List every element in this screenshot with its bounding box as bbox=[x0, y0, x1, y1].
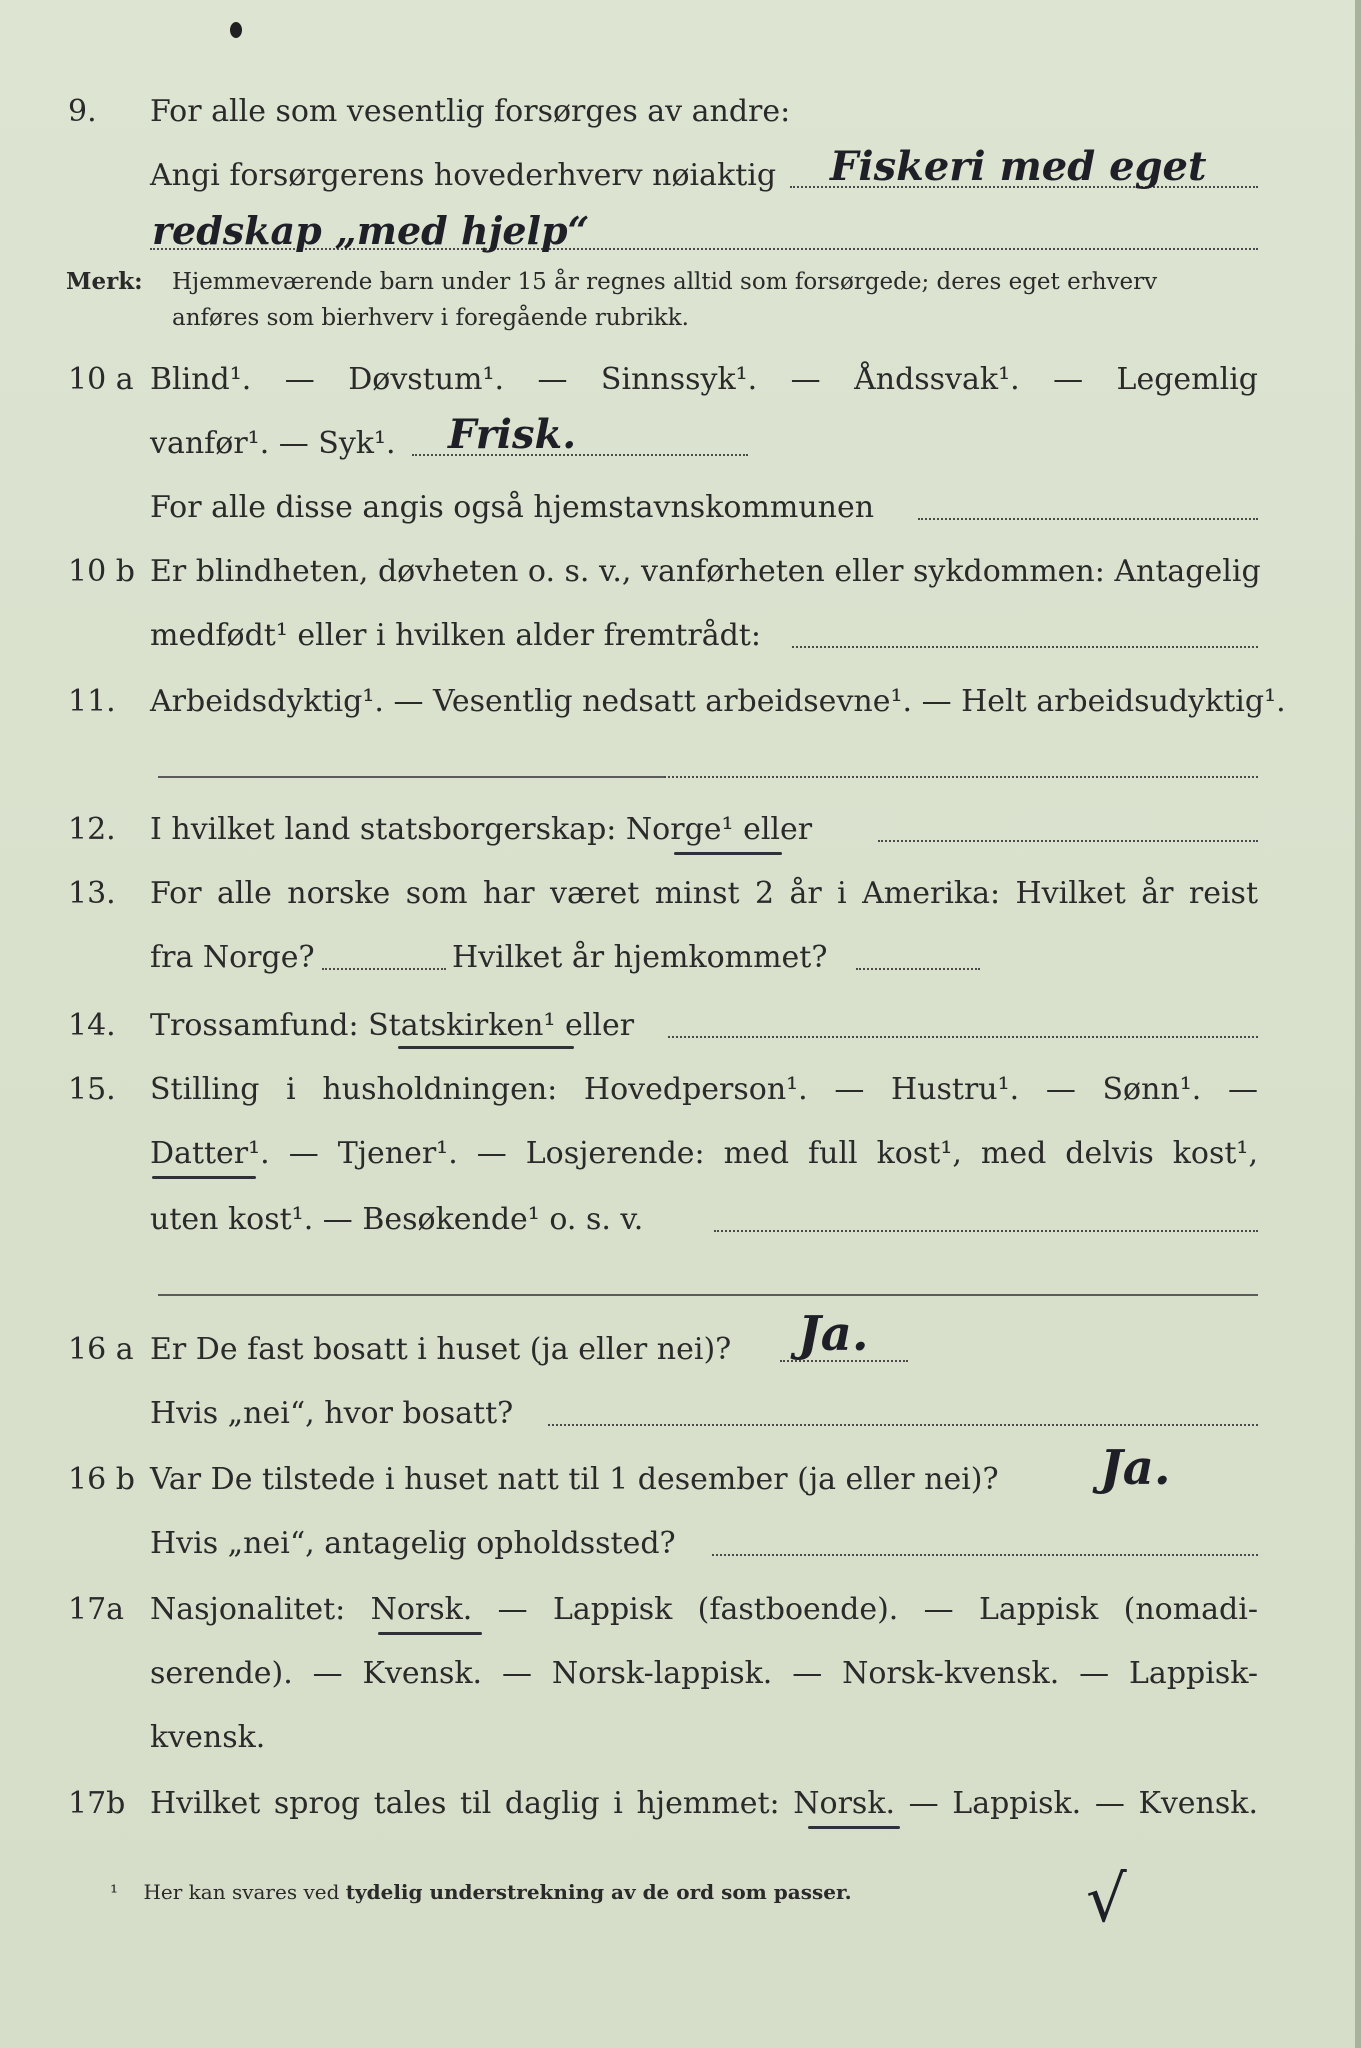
question-text: medfødt¹ eller i hvilken alder fremtrådt: bbox=[150, 618, 761, 653]
handwritten-answer: redskap „med hjelp“ bbox=[152, 208, 590, 253]
question-text: serende). — Kvensk. — Norsk-lappisk. — Norsk-kvensk. — Lappisk- bbox=[150, 1656, 1258, 1691]
question-number: 11. bbox=[68, 684, 116, 719]
question-text: For alle disse angis også hjemstavnskommunen bbox=[150, 490, 875, 525]
selection-underline-norsk bbox=[378, 1632, 482, 1635]
answer-line bbox=[792, 646, 1258, 648]
question-text: Er De fast bosatt i huset (ja eller nei)? bbox=[150, 1332, 732, 1367]
question-text: Er blindheten, døvheten o. s. v., vanførheten eller sykdommen: Antagelig bbox=[150, 554, 1261, 589]
footnote-text: Her kan svares ved bbox=[143, 1880, 340, 1904]
answer-line bbox=[322, 968, 446, 970]
question-text: Nasjonalitet: Norsk. — Lappisk (fastboende). — Lappisk (nomadi- bbox=[150, 1592, 1258, 1627]
question-15-line-3 bbox=[0, 1190, 1361, 1250]
question-number: 12. bbox=[68, 812, 116, 847]
selection-underline-norsk-sprog bbox=[808, 1826, 900, 1829]
question-17a-line-3 bbox=[0, 1708, 1361, 1768]
question-text: Trossamfund: Statskirken¹ eller bbox=[150, 1008, 635, 1043]
question-text: fra Norge? bbox=[150, 940, 315, 975]
question-9 bbox=[0, 82, 1361, 142]
question-17a bbox=[0, 1580, 1361, 1640]
question-13 bbox=[0, 864, 1361, 924]
selection-underline-datter bbox=[152, 1176, 256, 1179]
question-text: For alle norske som har været minst 2 år i Amerika: Hvilket år reist bbox=[150, 876, 1258, 911]
handwritten-answer: Ja. bbox=[1100, 1440, 1171, 1496]
question-text: vanfør¹. — Syk¹. bbox=[150, 426, 396, 461]
answer-line bbox=[712, 1554, 1258, 1556]
question-text: Blind¹. — Døvstum¹. — Sinnssyk¹. — Åndssvak¹. — Legemlig bbox=[150, 362, 1258, 397]
question-17a-line-2 bbox=[0, 1644, 1361, 1704]
answer-line bbox=[878, 840, 1258, 842]
question-11 bbox=[0, 672, 1361, 732]
question-12 bbox=[0, 800, 1361, 860]
question-number: 17a bbox=[68, 1592, 125, 1627]
answer-line bbox=[918, 518, 1258, 520]
question-number: 14. bbox=[68, 1008, 116, 1043]
question-number: 13. bbox=[68, 876, 116, 911]
question-number: 10 b bbox=[68, 554, 135, 589]
note-text: anføres som bierhverv i foregående rubrikk. bbox=[172, 305, 689, 331]
note-label: Merk: bbox=[66, 268, 143, 295]
note-line-2 bbox=[0, 299, 1361, 337]
selection-underline-statskirken bbox=[398, 1046, 574, 1049]
question-10b-line-2 bbox=[0, 606, 1361, 666]
question-text: Hvilket sprog tales til daglig i hjemmet: Norsk. — Lappisk. — Kvensk. bbox=[150, 1786, 1258, 1821]
question-number: 10 a bbox=[68, 362, 134, 397]
answer-line bbox=[548, 1424, 1258, 1426]
handwritten-answer: Frisk. bbox=[448, 411, 577, 458]
question-14 bbox=[0, 996, 1361, 1056]
question-10a-line-2 bbox=[0, 414, 1361, 474]
question-text: Var De tilstede i huset natt til 1 desember (ja eller nei)? bbox=[150, 1462, 999, 1497]
footnote bbox=[110, 1877, 852, 1907]
question-text: Hvis „nei“, hvor bosatt? bbox=[150, 1396, 514, 1431]
question-number: 9. bbox=[68, 94, 97, 129]
question-number: 16 a bbox=[68, 1332, 134, 1367]
question-text: Angi forsørgerens hovederhverv nøiaktig bbox=[150, 158, 777, 193]
note-text: Hjemmeværende barn under 15 år regnes alltid som forsørgede; deres eget erhverv bbox=[172, 269, 1158, 295]
question-17b bbox=[0, 1774, 1361, 1834]
question-number: 16 b bbox=[68, 1462, 135, 1497]
question-text: Stilling i husholdningen: Hovedperson¹. — Hustru¹. — Sønn¹. — bbox=[150, 1072, 1258, 1107]
question-text: uten kost¹. — Besøkende¹ o. s. v. bbox=[150, 1202, 644, 1237]
question-text: I hvilket land statsborgerskap: Norge¹ eller bbox=[150, 812, 813, 847]
footnote-mark: ¹ bbox=[110, 1880, 119, 1904]
question-15 bbox=[0, 1060, 1361, 1120]
question-16a bbox=[0, 1320, 1361, 1380]
question-number: 17b bbox=[68, 1786, 126, 1821]
question-number: 15. bbox=[68, 1072, 116, 1107]
question-15-line-2 bbox=[0, 1124, 1361, 1184]
handwritten-answer: Fiskeri med eget bbox=[830, 143, 1207, 190]
check-mark: √ bbox=[1086, 1863, 1127, 1937]
note bbox=[0, 263, 1361, 301]
question-10b bbox=[0, 542, 1361, 602]
question-16b-line-2 bbox=[0, 1514, 1361, 1574]
question-text: kvensk. bbox=[150, 1720, 266, 1755]
answer-line bbox=[714, 1230, 1258, 1232]
answer-line bbox=[856, 968, 980, 970]
selection-underline-norge bbox=[674, 852, 782, 855]
answer-line bbox=[668, 1036, 1258, 1038]
ink-spot bbox=[230, 22, 242, 38]
question-text: Arbeidsdyktig¹. — Vesentlig nedsatt arbeidsevne¹. — Helt arbeidsudyktig¹. bbox=[150, 684, 1286, 719]
question-16a-line-2 bbox=[0, 1384, 1361, 1444]
divider bbox=[158, 1294, 1258, 1296]
question-text: Hvis „nei“, antagelig opholdssted? bbox=[150, 1526, 676, 1561]
question-text: Hvilket år hjemkommet? bbox=[452, 940, 828, 975]
handwritten-answer: Ja. bbox=[798, 1306, 869, 1362]
question-13-line-2 bbox=[0, 928, 1361, 988]
divider bbox=[158, 776, 664, 778]
divider bbox=[664, 776, 1258, 778]
question-text: Datter¹. — Tjener¹. — Losjerende: med full kost¹, med delvis kost¹, bbox=[150, 1136, 1258, 1171]
question-text: For alle som vesentlig forsørges av andre: bbox=[150, 94, 791, 129]
footnote-text-bold: tydelig understrekning av de ord som passer. bbox=[345, 1880, 852, 1904]
question-10a-line-3 bbox=[0, 478, 1361, 538]
question-10a bbox=[0, 350, 1361, 410]
